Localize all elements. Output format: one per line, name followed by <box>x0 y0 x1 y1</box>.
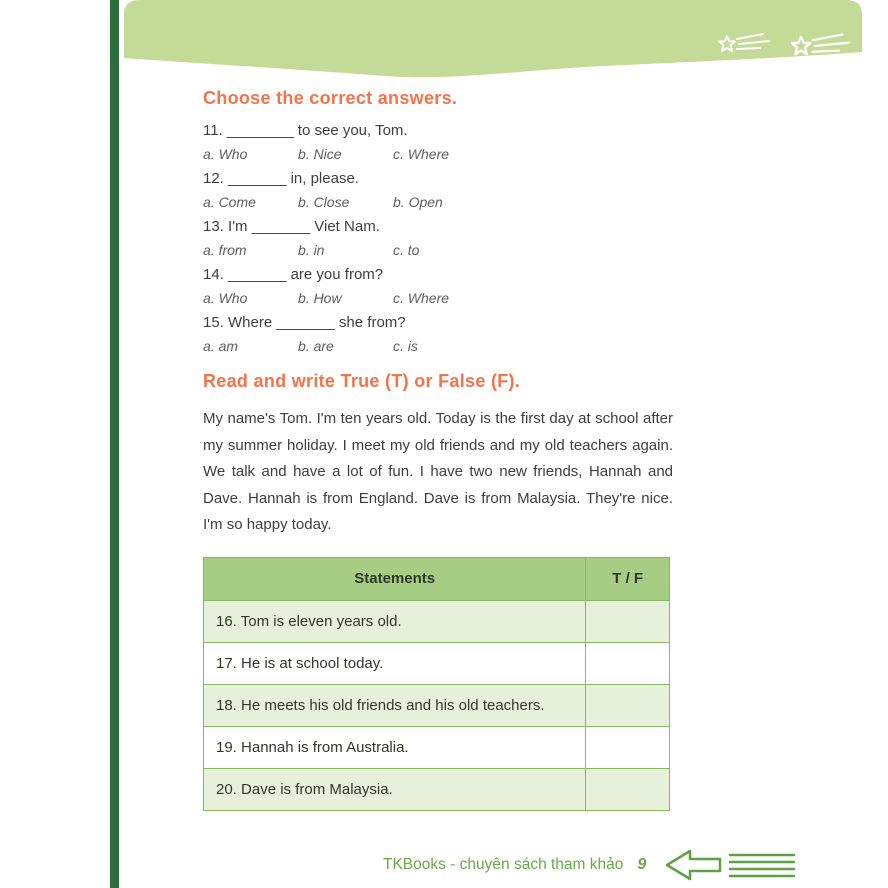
table-row <box>204 684 670 726</box>
speed-lines-icon <box>730 855 794 876</box>
reading-passage: My name's Tom. I'm ten years old. Today is the first day at school after my summer holiday. I meet my old friends and my old teachers again. We talk and have a lot of fun. I have two new friends, Hannah and Dave. Hannah is from England. Dave is from Malaysia. They're nice. I'm so happy today. <box>203 410 673 533</box>
header-band <box>124 0 862 90</box>
question-item <box>203 167 673 215</box>
page-content <box>203 88 673 811</box>
option-a: a. from <box>203 242 247 258</box>
question-item <box>203 311 673 359</box>
option-c: c. Where <box>393 290 450 306</box>
question-options <box>203 335 673 359</box>
option-c: c. to <box>393 242 420 258</box>
question-text: 14. _______ are you from? <box>203 266 384 283</box>
table-header-row <box>204 557 670 600</box>
question-options <box>203 239 673 263</box>
true-false-table <box>203 557 670 811</box>
question-text: 11. ________ to see you, Tom. <box>203 122 408 139</box>
question-text: 13. I'm _______ Viet Nam. <box>203 218 380 235</box>
page-number: 9 <box>637 856 647 873</box>
option-b: b. How <box>298 290 342 306</box>
tf-answer-cell <box>586 726 670 768</box>
option-b: b. Close <box>298 194 350 210</box>
tf-answer-cell <box>586 642 670 684</box>
option-b: b. in <box>298 242 325 258</box>
question-options <box>203 287 673 311</box>
option-c: b. Open <box>393 194 443 210</box>
tf-column-header: T / F <box>586 557 670 600</box>
back-arrow-icon <box>660 846 800 884</box>
statement-cell: 16. Tom is eleven years old. <box>204 600 586 642</box>
option-a: a. am <box>203 338 239 354</box>
question-item <box>203 215 673 263</box>
page-spine <box>110 0 119 888</box>
table-row <box>204 642 670 684</box>
option-b: b. are <box>298 338 334 354</box>
exercise2-title: Read and write True (T) or False (F). <box>203 371 521 391</box>
statement-cell: 19. Hannah is from Australia. <box>204 726 586 768</box>
shooting-star-icon <box>719 34 769 51</box>
table-row <box>204 726 670 768</box>
statements-column-header: Statements <box>204 557 586 600</box>
question-item <box>203 119 673 167</box>
tf-answer-cell <box>586 768 670 810</box>
publisher-brand: TKBooks - chuyên sách tham khảo <box>383 856 624 873</box>
option-b: b. Nice <box>298 146 342 162</box>
question-text: 12. _______ in, please. <box>203 170 359 187</box>
option-a: a. Who <box>203 146 248 162</box>
question-text: 15. Where _______ she from? <box>203 314 406 331</box>
option-a: a. Who <box>203 290 248 306</box>
question-options <box>203 143 673 167</box>
question-item <box>203 263 673 311</box>
option-c: c. is <box>393 338 418 354</box>
table-row <box>204 600 670 642</box>
exercise1-title: Choose the correct answers. <box>203 88 458 108</box>
shooting-star-icon <box>792 35 850 55</box>
table-row <box>204 768 670 810</box>
shooting-stars-icon <box>709 18 859 64</box>
statement-cell: 20. Dave is from Malaysia. <box>204 768 586 810</box>
option-c: c. Where <box>393 146 450 162</box>
option-a: a. Come <box>203 194 256 210</box>
question-list <box>203 119 673 359</box>
question-options <box>203 191 673 215</box>
tf-answer-cell <box>586 600 670 642</box>
statement-cell: 18. He meets his old friends and his old teachers. <box>204 684 586 726</box>
statement-cell: 17. He is at school today. <box>204 642 586 684</box>
page-footer <box>383 846 800 884</box>
tf-answer-cell <box>586 684 670 726</box>
